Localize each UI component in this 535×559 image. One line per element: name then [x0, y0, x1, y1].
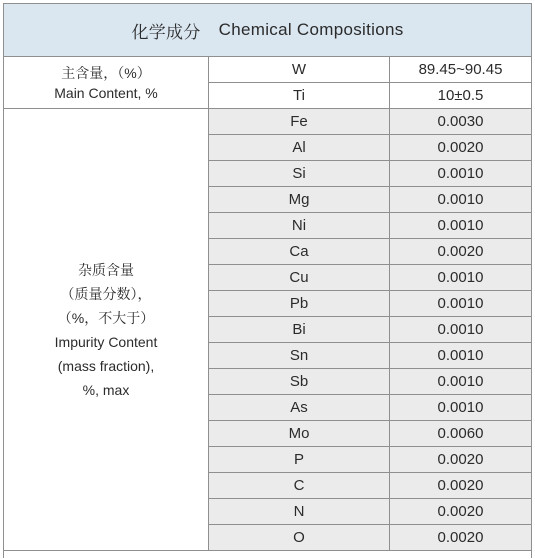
value-cell: 0.0010	[437, 295, 484, 312]
table-row	[209, 369, 531, 395]
element-cell: Si	[209, 161, 390, 186]
main-content-label	[4, 57, 209, 109]
element-cell: Sb	[209, 369, 390, 394]
value-cell: 0.0060	[437, 425, 484, 442]
table-row	[209, 343, 531, 369]
table-row	[209, 525, 531, 551]
element-cell: Bi	[209, 317, 390, 342]
value-cell: 0.0010	[437, 217, 484, 234]
value-cell: 0.0010	[437, 399, 484, 416]
title-en: Chemical Compositions	[218, 20, 404, 39]
table-row	[209, 109, 531, 135]
table-row	[209, 57, 531, 83]
title-zh: 化学成分	[131, 22, 201, 42]
element-cell: Ni	[209, 213, 390, 238]
table-row	[209, 421, 531, 447]
impurity-label-line: %, max	[82, 381, 130, 398]
table-row	[209, 187, 531, 213]
element-cell: W	[209, 57, 390, 82]
element-cell: Pb	[209, 291, 390, 316]
table-row	[209, 83, 531, 109]
value-cell: 0.0010	[437, 269, 484, 286]
element-cell: As	[209, 395, 390, 420]
value-cell: 0.0020	[437, 503, 484, 520]
element-cell: Fe	[209, 109, 390, 134]
table-row	[209, 317, 531, 343]
value-cell: 0.0020	[437, 451, 484, 468]
table-row	[209, 239, 531, 265]
impurity-label-line: Impurity Content	[54, 333, 158, 350]
element-cell: P	[209, 447, 390, 472]
main-content-label-en: Main Content, %	[54, 84, 158, 101]
table-row	[209, 265, 531, 291]
element-cell: Mg	[209, 187, 390, 212]
element-cell: Al	[209, 135, 390, 160]
table-row	[209, 499, 531, 525]
element-cell: O	[209, 525, 390, 550]
value-cell: 0.0010	[437, 321, 484, 338]
element-cell: Sn	[209, 343, 390, 368]
table-row	[209, 135, 531, 161]
value-cell: 0.0020	[437, 477, 484, 494]
table-row	[209, 291, 531, 317]
table-row	[209, 395, 531, 421]
table-row	[209, 473, 531, 499]
value-cell: 0.0030	[437, 113, 484, 130]
element-cell: N	[209, 499, 390, 524]
impurity-content-label	[4, 109, 209, 551]
value-cell: 0.0010	[437, 373, 484, 390]
value-cell: 0.0020	[437, 139, 484, 156]
table-title	[4, 4, 531, 57]
impurity-label-line: (mass fraction),	[57, 357, 155, 374]
value-cell: 0.0020	[437, 243, 484, 260]
value-cell: 0.0020	[437, 529, 484, 546]
element-cell: Cu	[209, 265, 390, 290]
element-cell: Ca	[209, 239, 390, 264]
impurity-label-line: （质量分数），	[60, 285, 152, 302]
impurity-label-line: 杂质含量	[78, 261, 134, 278]
element-cell: C	[209, 473, 390, 498]
value-cell: 10±0.5	[437, 87, 484, 104]
value-cell: 89.45~90.45	[418, 61, 503, 78]
main-content-label-zh: 主含量，（%）	[61, 64, 151, 81]
table-row	[209, 213, 531, 239]
table-row	[209, 447, 531, 473]
element-cell: Mo	[209, 421, 390, 446]
element-cell: Ti	[209, 83, 390, 108]
impurity-label-line: （%，不大于）	[57, 309, 155, 326]
value-cell: 0.0010	[437, 165, 484, 182]
value-cell: 0.0010	[437, 191, 484, 208]
composition-table	[3, 3, 532, 558]
table-row	[209, 161, 531, 187]
value-cell: 0.0010	[437, 347, 484, 364]
